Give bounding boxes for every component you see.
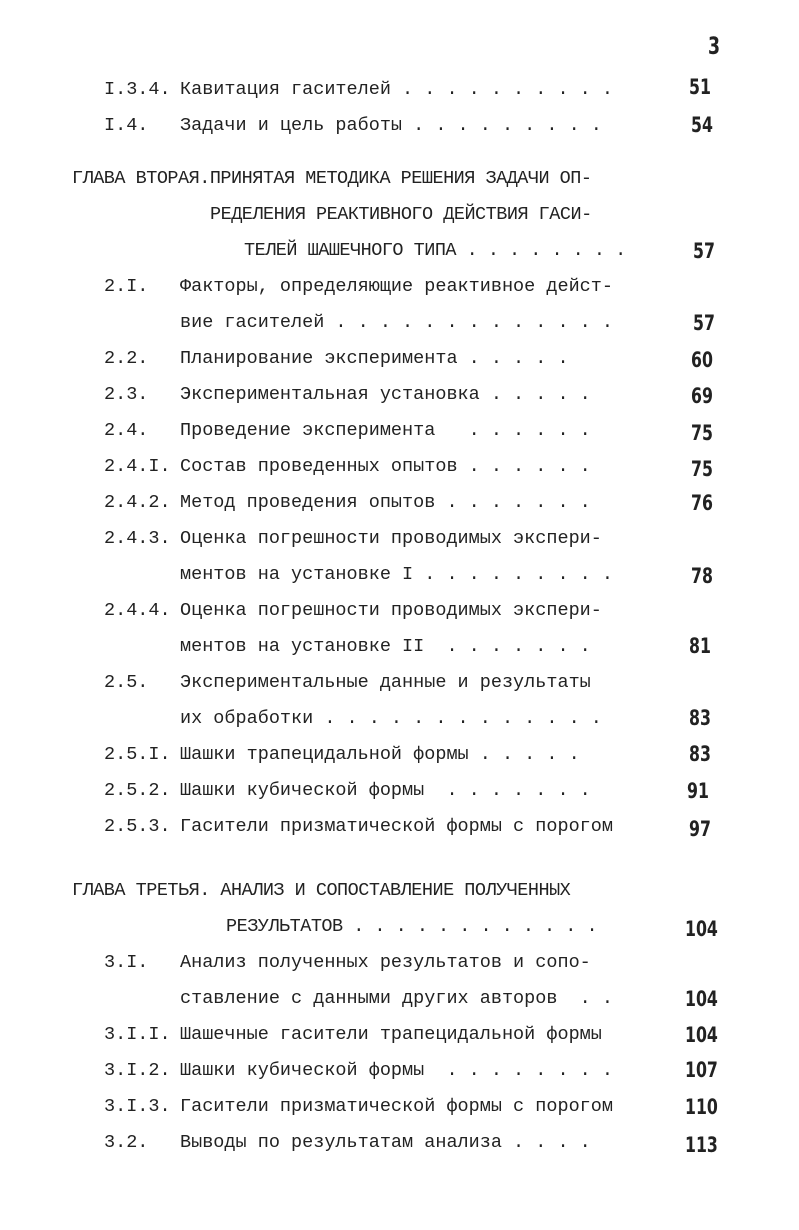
toc-title-244-line2: ментов на установке II . . . . . . . — [180, 636, 591, 657]
toc-title-32: Выводы по результатам анализа . . . . — [180, 1132, 591, 1153]
toc-page-252: 91 — [687, 779, 709, 803]
toc-title-312: Шашки кубической формы . . . . . . . . — [180, 1060, 613, 1081]
toc-num-21: 2.I. — [104, 276, 149, 297]
toc-num-243: 2.4.3. — [104, 528, 171, 549]
toc-page-134: 51 — [689, 75, 711, 99]
toc-num-24: 2.4. — [104, 420, 149, 441]
toc-title-242: Метод проведения опытов . . . . . . . — [180, 492, 591, 513]
toc-num-23: 2.3. — [104, 384, 149, 405]
toc-num-22: 2.2. — [104, 348, 149, 369]
toc-page-14: 54 — [691, 113, 713, 137]
toc-title-31-line2: ставление с данными других авторов . . — [180, 988, 613, 1009]
toc-num-312: 3.I.2. — [104, 1060, 171, 1081]
toc-title-25-line2: их обработки . . . . . . . . . . . . . — [180, 708, 602, 729]
toc-num-252: 2.5.2. — [104, 780, 171, 801]
toc-title-243-line1: Оценка погрешности проводимых экспери- — [180, 528, 602, 549]
toc-num-14: I.4. — [104, 115, 149, 136]
toc-title-23: Экспериментальная установка . . . . . — [180, 384, 591, 405]
toc-title-244-line1: Оценка погрешности проводимых экспери- — [180, 600, 602, 621]
toc-page-311: 104 — [685, 1023, 718, 1047]
chapter-3-heading-line1: ГЛАВА ТРЕТЬЯ. АНАЛИЗ И СОПОСТАВЛЕНИЕ ПОЛУЧЕННЫХ — [72, 880, 571, 901]
chapter-3-page: 104 — [685, 917, 718, 941]
toc-title-253: Гасители призматической формы с порогом — [180, 816, 613, 837]
toc-page-22: 60 — [691, 348, 713, 372]
chapter-2-heading-line1: ГЛАВА ВТОРАЯ.ПРИНЯТАЯ МЕТОДИКА РЕШЕНИЯ ЗАДАЧИ ОП- — [72, 168, 592, 189]
toc-title-313: Гасители призматической формы с порогом — [180, 1096, 613, 1117]
toc-num-242: 2.4.2. — [104, 492, 171, 513]
toc-page-31: 104 — [685, 987, 718, 1011]
toc-num-241: 2.4.I. — [104, 456, 171, 477]
toc-title-21-line1: Факторы, определяющие реактивное дейст- — [180, 276, 613, 297]
toc-page-253: 97 — [689, 817, 711, 841]
toc-num-32: 3.2. — [104, 1132, 149, 1153]
chapter-3-heading-line2: РЕЗУЛЬТАТОВ . . . . . . . . . . . . — [226, 916, 598, 937]
page-number: 3 — [708, 32, 721, 60]
toc-title-241: Состав проведенных опытов . . . . . . — [180, 456, 591, 477]
toc-title-22: Планирование эксперимента . . . . . — [180, 348, 569, 369]
toc-page-312: 107 — [685, 1058, 718, 1082]
toc-page-32: 113 — [685, 1133, 718, 1157]
toc-num-251: 2.5.I. — [104, 744, 171, 765]
toc-title-25-line1: Экспериментальные данные и результаты — [180, 672, 591, 693]
toc-title-251: Шашки трапецидальной формы . . . . . — [180, 744, 580, 765]
toc-title-243-line2: ментов на установке I . . . . . . . . . — [180, 564, 613, 585]
toc-title-252: Шашки кубической формы . . . . . . . — [180, 780, 591, 801]
toc-page-251: 83 — [689, 742, 711, 766]
toc-page-241: 75 — [691, 457, 713, 481]
toc-num-253: 2.5.3. — [104, 816, 171, 837]
toc-page-21: 57 — [693, 311, 715, 335]
toc-num-313: 3.I.3. — [104, 1096, 171, 1117]
toc-page-25: 83 — [689, 706, 711, 730]
toc-num-31: 3.I. — [104, 952, 149, 973]
toc-title-14: Задачи и цель работы . . . . . . . . . — [180, 115, 602, 136]
toc-num-25: 2.5. — [104, 672, 149, 693]
toc-page-23: 69 — [691, 384, 713, 408]
toc-title-31-line1: Анализ полученных результатов и сопо- — [180, 952, 591, 973]
toc-title-21-line2: вие гасителей . . . . . . . . . . . . . — [180, 312, 613, 333]
toc-page-244: 81 — [689, 634, 711, 658]
chapter-2-page: 57 — [693, 239, 715, 263]
toc-num-311: 3.I.I. — [104, 1024, 171, 1045]
chapter-2-heading-line3: ТЕЛЕЙ ШАШЕЧНОГО ТИПА . . . . . . . . — [244, 240, 626, 261]
toc-title-134: Кавитация гасителей . . . . . . . . . . — [180, 79, 613, 100]
toc-num-244: 2.4.4. — [104, 600, 171, 621]
chapter-2-heading-line2: РЕДЕЛЕНИЯ РЕАКТИВНОГО ДЕЙСТВИЯ ГАСИ- — [210, 204, 592, 225]
toc-page-24: 75 — [691, 421, 713, 445]
toc-page-243: 78 — [691, 564, 713, 588]
toc-num-134: I.3.4. — [104, 79, 171, 100]
toc-page-313: 110 — [685, 1095, 718, 1119]
toc-page-242: 76 — [691, 491, 713, 515]
toc-title-24: Проведение эксперимента . . . . . . — [180, 420, 591, 441]
toc-title-311: Шашечные гасители трапецидальной формы — [180, 1024, 602, 1045]
